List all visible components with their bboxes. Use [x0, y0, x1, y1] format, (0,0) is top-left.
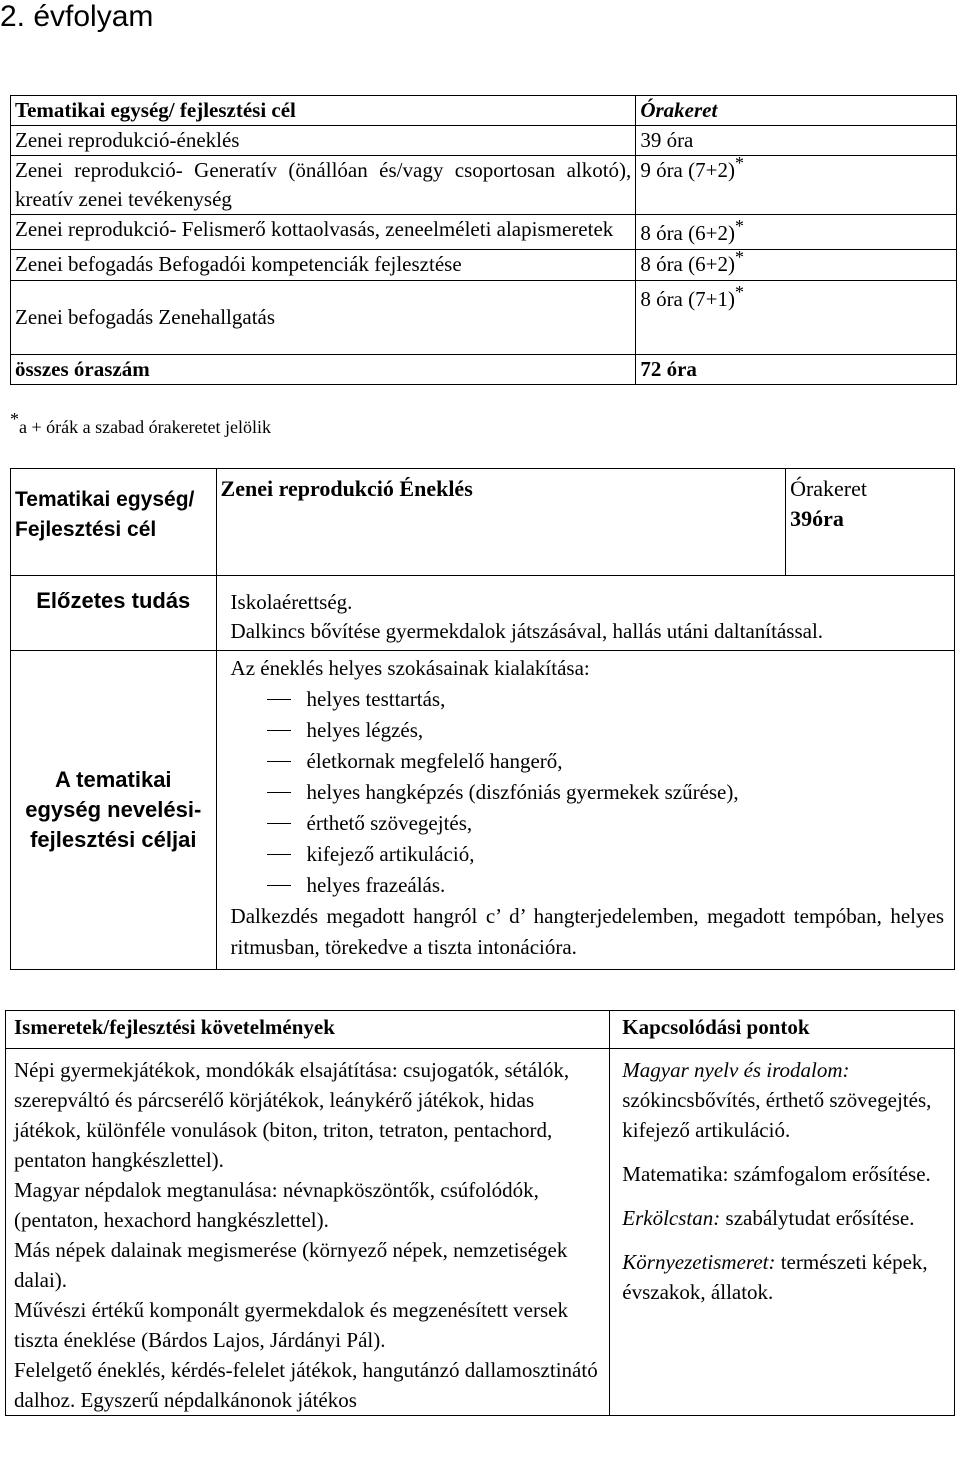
- link-item: Erkölcstan: szabálytudat erősítése.: [622, 1206, 915, 1230]
- summary-total-row: [11, 355, 957, 385]
- goals-list-item: helyes frazeálás.: [267, 870, 944, 901]
- summary-row: [11, 215, 957, 250]
- summary-row-hours: 8 óra (7+1)*: [636, 281, 957, 355]
- requirement-paragraph: Más népek dalainak megismerése (környező népek, nemzetiségek dalai).: [14, 1238, 568, 1292]
- requirement-paragraph: Magyar népdalok megtanulása: névnapköszöntők, csúfolódók, (pentaton, hexachord hangkészlettel).: [14, 1178, 539, 1232]
- goals-list-item: kifejező artikuláció,: [267, 839, 944, 870]
- goals-list-item: életkornak megfelelő hangerő,: [267, 746, 944, 777]
- summary-row-label: Zenei befogadás Befogadói kompetenciák fejlesztése: [11, 250, 636, 281]
- unit-title-row: [11, 469, 955, 576]
- summary-header-row: [11, 96, 957, 126]
- unit-hours: [786, 469, 955, 576]
- summary-row-hours: 39 óra: [636, 126, 957, 156]
- summary-total-value: 72 óra: [636, 355, 957, 385]
- summary-total-label: összes óraszám: [11, 355, 636, 385]
- unit-prior-content: [216, 576, 954, 651]
- requirements-header-row: [6, 1011, 955, 1049]
- requirements-content-row: [6, 1049, 955, 1416]
- summary-table: [10, 95, 957, 385]
- requirements-left-content: [6, 1049, 610, 1416]
- requirement-paragraph: Művészi értékű komponált gyermekdalok és megzenésített versek tiszta éneklése (Bárdos Lajos, Járdányi Pál).: [14, 1298, 568, 1352]
- summary-row: [11, 281, 957, 355]
- unit-prior-row: [11, 576, 955, 651]
- summary-row: [11, 250, 957, 281]
- requirement-paragraph: Felelgető éneklés, kérdés-felelet játékok, hangutánzó dallamosztinátó dalhoz. Egyszerű népdalkánonok játékos: [14, 1358, 598, 1412]
- page-heading: 2. évfolyam: [0, 0, 154, 33]
- goals-list-item: helyes testtartás,: [267, 684, 944, 715]
- summary-row-label: Zenei reprodukció-éneklés: [11, 126, 636, 156]
- summary-row-hours: 9 óra (7+2)*: [636, 156, 957, 215]
- summary-row-hours: 8 óra (6+2)*: [636, 215, 957, 250]
- summary-row-label: Zenei reprodukció- Generatív (önállóan és/vagy csoportosan alkotó), kreatív zenei tevékenység: [11, 156, 636, 215]
- unit-table: [10, 468, 955, 970]
- goals-list: [231, 684, 944, 901]
- requirement-paragraph: Népi gyermekjátékok, mondókák elsajátítása: csujogatók, sétálók, szerepváltó és párcserélő körjátékok, leánykérő játékok, hidas játékok, különféle vonulások (biton, triton, tetraton, pentachord, pentaton hangkészlettel).: [14, 1058, 570, 1172]
- unit-topic-label: Tematikai egység/ Fejlesztési cél: [11, 469, 217, 576]
- requirements-links-content: [610, 1049, 955, 1416]
- summary-row: [11, 156, 957, 215]
- goals-list-item: helyes hangképzés (diszfóniás gyermekek szűrése),: [267, 777, 944, 808]
- prior-text-2: Dalkincs bővítése gyermekdalok játszásával, hallás utáni daltanítással.: [230, 619, 824, 643]
- link-item: Magyar nyelv és irodalom: szókincsbővítés, érthető szövegejtés, kifejező artikuláció.: [622, 1058, 932, 1142]
- summary-row-hours: 8 óra (6+2)*: [636, 250, 957, 281]
- summary-header-topic: Tematikai egység/ fejlesztési cél: [11, 96, 636, 126]
- summary-row-label: Zenei befogadás Zenehallgatás: [11, 281, 636, 355]
- link-item: Matematika: számfogalom erősítése.: [622, 1162, 931, 1186]
- summary-row-label: Zenei reprodukció- Felismerő kottaolvasás, zeneelméleti alapismeretek: [11, 215, 636, 250]
- requirements-table: [5, 1010, 955, 1416]
- unit-goals-content: [216, 651, 954, 970]
- requirements-header-right: Kapcsolódási pontok: [610, 1011, 955, 1049]
- summary-row: [11, 126, 957, 156]
- unit-goals-row: [11, 651, 955, 970]
- unit-prior-label: Előzetes tudás: [11, 576, 217, 651]
- requirements-header-left: Ismeretek/fejlesztési követelmények: [6, 1011, 610, 1049]
- goals-list-item: érthető szövegejtés,: [267, 808, 944, 839]
- prior-text-1: Iskolaérettség.: [230, 590, 353, 614]
- unit-goals-label: A tematikai egység nevelési-fejlesztési céljai: [11, 651, 217, 970]
- summary-header-hours: Órakeret: [636, 96, 957, 126]
- unit-title: Zenei reprodukció Éneklés: [216, 469, 786, 576]
- goals-outro: Dalkezdés megadott hangról c’ d’ hangterjedelemben, megadott tempóban, helyes ritmusban, törekedve a tiszta intonációra.: [230, 904, 944, 959]
- footnote: *a + órák a szabad órakeretet jelölik: [10, 409, 272, 437]
- link-item: Környezetismeret: természeti képek, évszakok, állatok.: [622, 1250, 928, 1304]
- goals-list-item: helyes légzés,: [267, 715, 944, 746]
- unit-hours-value: 39óra: [790, 506, 844, 531]
- goals-intro: Az éneklés helyes szokásainak kialakítása:: [230, 656, 590, 680]
- unit-hours-label: Órakeret: [790, 476, 868, 501]
